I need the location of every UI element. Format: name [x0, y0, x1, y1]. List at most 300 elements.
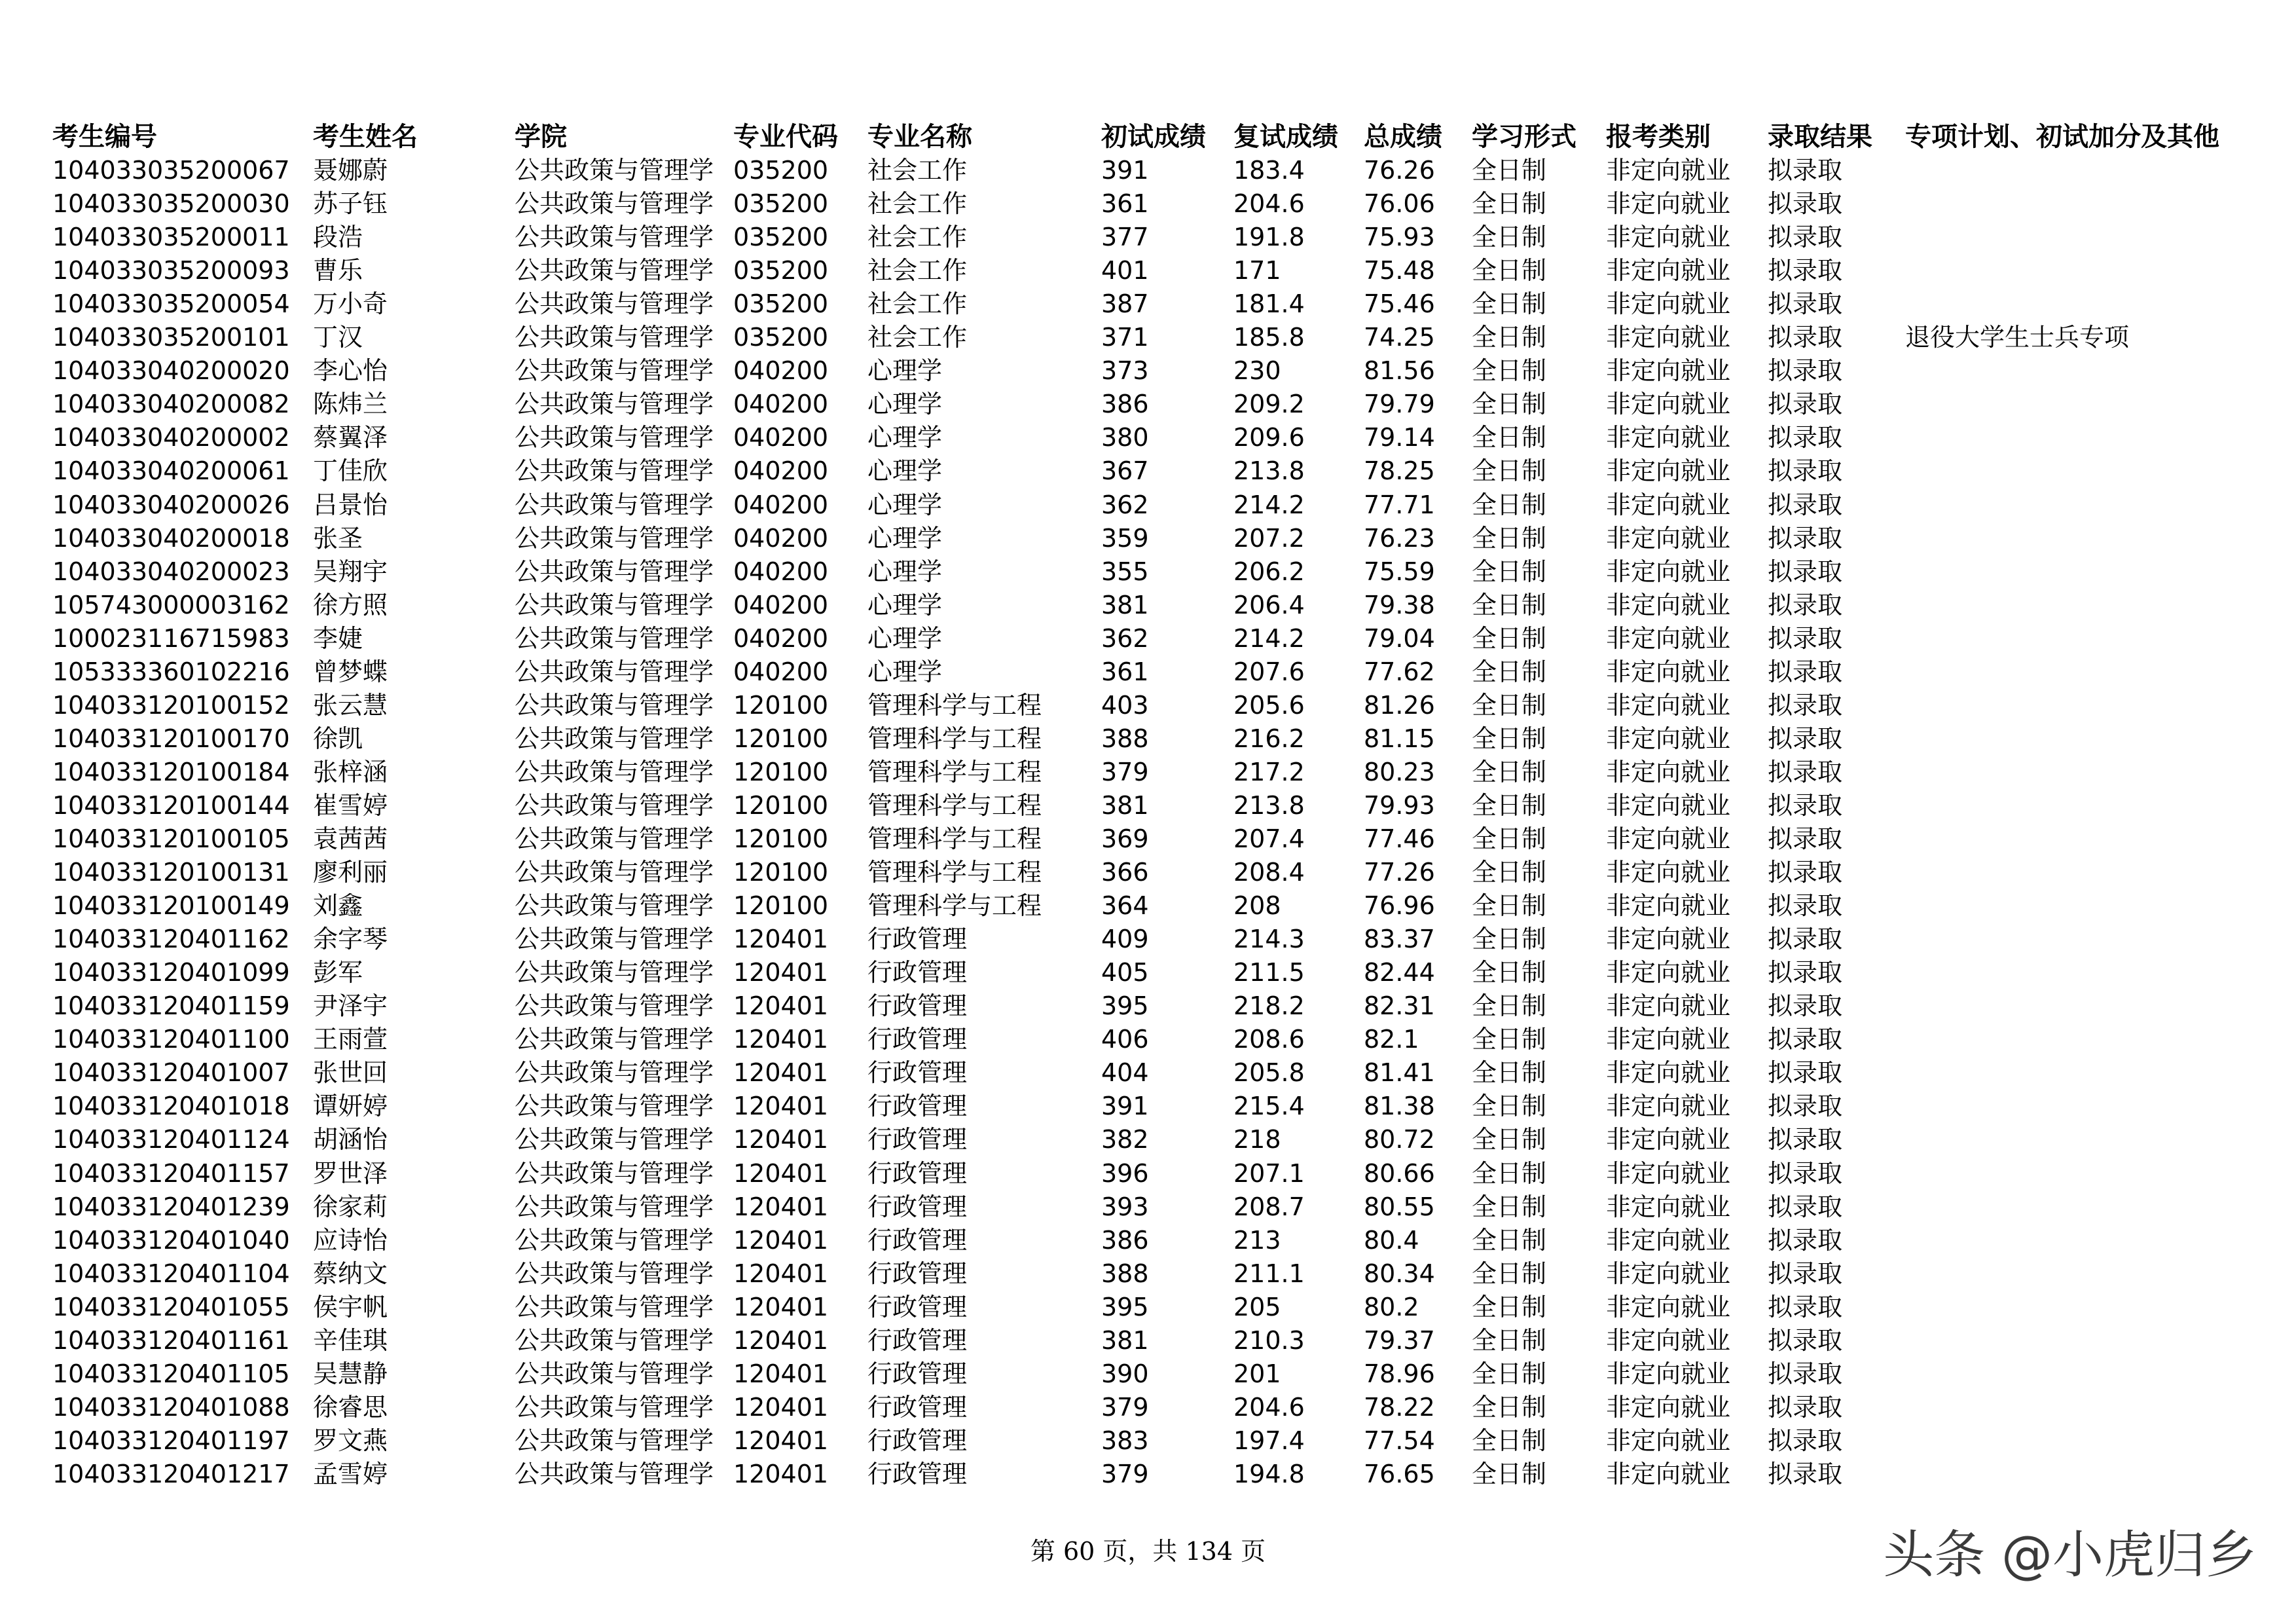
cell-college: 公共政策与管理学 [515, 1192, 714, 1221]
cell-major-name: 社会工作 [867, 289, 968, 318]
cell-candidate-id: 100023116715983 [52, 624, 290, 653]
table-row [0, 689, 2296, 722]
cell-study-mode: 全日制 [1472, 289, 1547, 318]
cell-candidate-id: 104033120401104 [52, 1259, 290, 1288]
table-row [0, 1357, 2296, 1391]
cell-retest-score: 201 [1233, 1359, 1281, 1388]
cell-candidate-name: 孟雪婷 [313, 1460, 388, 1488]
cell-study-mode: 全日制 [1472, 1125, 1547, 1154]
cell-total-score: 75.93 [1364, 223, 1435, 251]
cell-candidate-name: 侯宇帆 [313, 1293, 388, 1321]
cell-major-code: 120401 [733, 1460, 829, 1488]
watermark: 头条 @小虎归乡 [1883, 1526, 2257, 1585]
cell-retest-score: 185.8 [1233, 323, 1305, 352]
cell-retest-score: 207.1 [1233, 1159, 1305, 1188]
cell-prelim-score: 355 [1101, 557, 1149, 586]
cell-total-score: 80.4 [1364, 1226, 1419, 1255]
cell-retest-score: 213 [1233, 1226, 1281, 1255]
cell-prelim-score: 362 [1101, 490, 1149, 519]
cell-retest-score: 208.7 [1233, 1192, 1305, 1221]
header-study-mode: 学习形式 [1472, 122, 1576, 152]
cell-admission-result: 拟录取 [1768, 456, 1843, 485]
cell-retest-score: 207.6 [1233, 657, 1305, 686]
cell-study-mode: 全日制 [1472, 1058, 1547, 1087]
cell-application-type: 非定向就业 [1606, 1125, 1731, 1154]
cell-candidate-id: 104033120401105 [52, 1359, 290, 1388]
cell-college: 公共政策与管理学 [515, 323, 714, 352]
cell-study-mode: 全日制 [1472, 1226, 1547, 1255]
cell-total-score: 78.25 [1364, 456, 1435, 485]
cell-major-name: 心理学 [867, 390, 943, 418]
cell-candidate-name: 胡涵怡 [313, 1125, 388, 1154]
cell-major-name: 心理学 [867, 591, 943, 619]
cell-retest-score: 209.2 [1233, 390, 1305, 418]
cell-prelim-score: 367 [1101, 456, 1149, 485]
cell-candidate-id: 104033120401018 [52, 1092, 290, 1120]
cell-major-name: 管理科学与工程 [867, 891, 1042, 920]
cell-candidate-name: 余字琴 [313, 925, 388, 953]
cell-candidate-id: 104033120401007 [52, 1058, 290, 1087]
cell-candidate-name: 徐家莉 [313, 1192, 388, 1221]
cell-study-mode: 全日制 [1472, 1192, 1547, 1221]
cell-total-score: 83.37 [1364, 925, 1435, 953]
cell-college: 公共政策与管理学 [515, 591, 714, 619]
cell-application-type: 非定向就业 [1606, 758, 1731, 786]
cell-admission-result: 拟录取 [1768, 289, 1843, 318]
cell-total-score: 79.14 [1364, 423, 1435, 452]
cell-candidate-id: 104033040200026 [52, 490, 290, 519]
table-row [0, 254, 2296, 287]
cell-candidate-name: 徐睿思 [313, 1393, 388, 1422]
cell-candidate-id: 105333360102216 [52, 657, 290, 686]
cell-admission-result: 拟录取 [1768, 691, 1843, 720]
cell-college: 公共政策与管理学 [515, 958, 714, 987]
cell-retest-score: 207.2 [1233, 524, 1305, 553]
cell-college: 公共政策与管理学 [515, 1393, 714, 1422]
table-row [0, 1157, 2296, 1190]
cell-candidate-name: 廖利丽 [313, 858, 388, 887]
cell-total-score: 81.26 [1364, 691, 1435, 720]
cell-candidate-name: 吕景怡 [313, 490, 388, 519]
cell-major-code: 035200 [733, 256, 829, 285]
cell-college: 公共政策与管理学 [515, 456, 714, 485]
cell-prelim-score: 395 [1101, 991, 1149, 1020]
cell-retest-score: 214.2 [1233, 624, 1305, 653]
cell-admission-result: 拟录取 [1768, 1460, 1843, 1488]
cell-college: 公共政策与管理学 [515, 256, 714, 285]
cell-prelim-score: 393 [1101, 1192, 1149, 1221]
cell-prelim-score: 386 [1101, 1226, 1149, 1255]
cell-total-score: 82.44 [1364, 958, 1435, 987]
cell-application-type: 非定向就业 [1606, 1293, 1731, 1321]
cell-major-code: 040200 [733, 390, 829, 418]
cell-retest-score: 215.4 [1233, 1092, 1305, 1120]
cell-study-mode: 全日制 [1472, 1092, 1547, 1120]
cell-college: 公共政策与管理学 [515, 1426, 714, 1455]
cell-candidate-name: 丁汉 [313, 323, 363, 352]
cell-application-type: 非定向就业 [1606, 490, 1731, 519]
header-application-type: 报考类别 [1606, 122, 1711, 152]
cell-total-score: 77.62 [1364, 657, 1435, 686]
cell-study-mode: 全日制 [1472, 858, 1547, 887]
cell-application-type: 非定向就业 [1606, 223, 1731, 251]
cell-total-score: 80.2 [1364, 1293, 1419, 1321]
cell-study-mode: 全日制 [1472, 1359, 1547, 1388]
cell-candidate-id: 104033120401055 [52, 1293, 290, 1321]
cell-candidate-name: 王雨萱 [313, 1025, 388, 1054]
cell-admission-result: 拟录取 [1768, 724, 1843, 753]
cell-total-score: 77.26 [1364, 858, 1435, 887]
table-row [0, 822, 2296, 856]
cell-candidate-name: 彭军 [313, 958, 363, 987]
cell-candidate-id: 104033035200030 [52, 189, 290, 218]
cell-college: 公共政策与管理学 [515, 824, 714, 853]
cell-total-score: 79.04 [1364, 624, 1435, 653]
cell-study-mode: 全日制 [1472, 991, 1547, 1020]
cell-major-name: 行政管理 [867, 1359, 968, 1388]
cell-major-code: 120401 [733, 1426, 829, 1455]
cell-candidate-name: 陈炜兰 [313, 390, 388, 418]
cell-prelim-score: 371 [1101, 323, 1149, 352]
cell-major-name: 行政管理 [867, 925, 968, 953]
cell-retest-score: 207.4 [1233, 824, 1305, 853]
cell-prelim-score: 379 [1101, 1460, 1149, 1488]
cell-admission-result: 拟录取 [1768, 958, 1843, 987]
header-candidate-id: 考生编号 [52, 122, 157, 152]
cell-candidate-id: 104033040200082 [52, 390, 290, 418]
cell-candidate-name: 吴慧静 [313, 1359, 388, 1388]
cell-total-score: 78.96 [1364, 1359, 1435, 1388]
cell-study-mode: 全日制 [1472, 490, 1547, 519]
cell-major-name: 心理学 [867, 524, 943, 553]
table-row [0, 1424, 2296, 1458]
cell-prelim-score: 388 [1101, 1259, 1149, 1288]
cell-major-code: 120401 [733, 1393, 829, 1422]
cell-study-mode: 全日制 [1472, 657, 1547, 686]
cell-candidate-id: 104033035200011 [52, 223, 290, 251]
cell-candidate-id: 104033120401217 [52, 1460, 290, 1488]
cell-retest-score: 214.3 [1233, 925, 1305, 953]
cell-major-code: 120401 [733, 1192, 829, 1221]
table-row [0, 154, 2296, 187]
cell-major-name: 行政管理 [867, 991, 968, 1020]
table-row [0, 923, 2296, 956]
cell-prelim-score: 366 [1101, 858, 1149, 887]
cell-application-type: 非定向就业 [1606, 557, 1731, 586]
cell-admission-result: 拟录取 [1768, 824, 1843, 853]
cell-application-type: 非定向就业 [1606, 356, 1731, 385]
cell-total-score: 82.1 [1364, 1025, 1419, 1054]
cell-college: 公共政策与管理学 [515, 390, 714, 418]
cell-candidate-name: 罗世泽 [313, 1159, 388, 1188]
cell-major-code: 120100 [733, 891, 829, 920]
cell-study-mode: 全日制 [1472, 891, 1547, 920]
cell-major-name: 社会工作 [867, 189, 968, 218]
cell-major-name: 管理科学与工程 [867, 791, 1042, 820]
table-row [0, 622, 2296, 655]
cell-application-type: 非定向就业 [1606, 891, 1731, 920]
cell-candidate-name: 辛佳琪 [313, 1326, 388, 1355]
cell-major-name: 行政管理 [867, 1125, 968, 1154]
cell-retest-score: 181.4 [1233, 289, 1305, 318]
cell-candidate-name: 李心怡 [313, 356, 388, 385]
cell-major-name: 心理学 [867, 624, 943, 653]
cell-retest-score: 213.8 [1233, 791, 1305, 820]
cell-admission-result: 拟录取 [1768, 156, 1843, 185]
cell-retest-score: 194.8 [1233, 1460, 1305, 1488]
cell-major-name: 行政管理 [867, 1025, 968, 1054]
cell-admission-result: 拟录取 [1768, 1058, 1843, 1087]
cell-application-type: 非定向就业 [1606, 791, 1731, 820]
cell-prelim-score: 387 [1101, 289, 1149, 318]
table-row [0, 722, 2296, 756]
cell-candidate-name: 吴翔宇 [313, 557, 388, 586]
cell-total-score: 77.54 [1364, 1426, 1435, 1455]
cell-candidate-id: 104033035200093 [52, 256, 290, 285]
cell-study-mode: 全日制 [1472, 791, 1547, 820]
table-row [0, 1324, 2296, 1357]
cell-application-type: 非定向就业 [1606, 1426, 1731, 1455]
cell-admission-result: 拟录取 [1768, 490, 1843, 519]
cell-college: 公共政策与管理学 [515, 1326, 714, 1355]
table-row [0, 221, 2296, 254]
cell-major-code: 040200 [733, 524, 829, 553]
cell-major-code: 040200 [733, 490, 829, 519]
cell-candidate-name: 张云慧 [313, 691, 388, 720]
page-number: 第 60 页，共 134 页 [1030, 1537, 1266, 1566]
cell-major-code: 040200 [733, 356, 829, 385]
cell-retest-score: 208.6 [1233, 1025, 1305, 1054]
cell-total-score: 81.56 [1364, 356, 1435, 385]
cell-major-code: 120401 [733, 925, 829, 953]
cell-candidate-id: 104033120401157 [52, 1159, 290, 1188]
cell-admission-result: 拟录取 [1768, 256, 1843, 285]
cell-admission-result: 拟录取 [1768, 657, 1843, 686]
cell-candidate-name: 苏子钰 [313, 189, 388, 218]
cell-application-type: 非定向就业 [1606, 1393, 1731, 1422]
cell-total-score: 76.06 [1364, 189, 1435, 218]
cell-major-name: 社会工作 [867, 323, 968, 352]
cell-major-code: 120401 [733, 991, 829, 1020]
cell-candidate-name: 李婕 [313, 624, 363, 653]
table-row [0, 756, 2296, 789]
cell-prelim-score: 405 [1101, 958, 1149, 987]
cell-study-mode: 全日制 [1472, 624, 1547, 653]
cell-prelim-score: 386 [1101, 390, 1149, 418]
cell-candidate-name: 应诗怡 [313, 1226, 388, 1255]
cell-prelim-score: 391 [1101, 156, 1149, 185]
table-row [0, 1190, 2296, 1224]
cell-admission-result: 拟录取 [1768, 1226, 1843, 1255]
cell-total-score: 82.31 [1364, 991, 1435, 1020]
cell-major-name: 社会工作 [867, 256, 968, 285]
cell-major-name: 社会工作 [867, 223, 968, 251]
table-row [0, 287, 2296, 321]
cell-major-name: 管理科学与工程 [867, 691, 1042, 720]
cell-major-code: 120100 [733, 791, 829, 820]
cell-major-name: 管理科学与工程 [867, 758, 1042, 786]
cell-candidate-id: 104033040200018 [52, 524, 290, 553]
cell-prelim-score: 382 [1101, 1125, 1149, 1154]
cell-study-mode: 全日制 [1472, 1025, 1547, 1054]
header-special-plan: 专项计划、初试加分及其他 [1905, 122, 2219, 152]
cell-prelim-score: 401 [1101, 256, 1149, 285]
cell-retest-score: 210.3 [1233, 1326, 1305, 1355]
cell-major-code: 120100 [733, 858, 829, 887]
header-total-score: 总成绩 [1364, 122, 1442, 152]
cell-major-code: 120401 [733, 1359, 829, 1388]
cell-admission-result: 拟录取 [1768, 991, 1843, 1020]
table-row [0, 856, 2296, 889]
cell-application-type: 非定向就业 [1606, 456, 1731, 485]
cell-candidate-name: 罗文燕 [313, 1426, 388, 1455]
cell-total-score: 74.25 [1364, 323, 1435, 352]
cell-major-code: 120401 [733, 1125, 829, 1154]
cell-admission-result: 拟录取 [1768, 223, 1843, 251]
cell-candidate-id: 104033120100184 [52, 758, 290, 786]
cell-prelim-score: 404 [1101, 1058, 1149, 1087]
cell-college: 公共政策与管理学 [515, 691, 714, 720]
cell-candidate-id: 104033120401100 [52, 1025, 290, 1054]
cell-admission-result: 拟录取 [1768, 858, 1843, 887]
cell-college: 公共政策与管理学 [515, 891, 714, 920]
cell-application-type: 非定向就业 [1606, 1159, 1731, 1188]
cell-application-type: 非定向就业 [1606, 958, 1731, 987]
cell-candidate-id: 104033040200023 [52, 557, 290, 586]
cell-retest-score: 214.2 [1233, 490, 1305, 519]
cell-application-type: 非定向就业 [1606, 691, 1731, 720]
cell-prelim-score: 362 [1101, 624, 1149, 653]
cell-major-code: 040200 [733, 657, 829, 686]
cell-total-score: 80.66 [1364, 1159, 1435, 1188]
cell-major-code: 120401 [733, 1226, 829, 1255]
cell-total-score: 80.72 [1364, 1125, 1435, 1154]
header-major-code: 专业代码 [733, 122, 838, 152]
cell-prelim-score: 409 [1101, 925, 1149, 953]
cell-application-type: 非定向就业 [1606, 1092, 1731, 1120]
cell-application-type: 非定向就业 [1606, 824, 1731, 853]
cell-prelim-score: 380 [1101, 423, 1149, 452]
cell-candidate-name: 张世回 [313, 1058, 388, 1087]
cell-prelim-score: 381 [1101, 1326, 1149, 1355]
cell-application-type: 非定向就业 [1606, 724, 1731, 753]
cell-total-score: 75.59 [1364, 557, 1435, 586]
cell-prelim-score: 379 [1101, 1393, 1149, 1422]
cell-total-score: 76.96 [1364, 891, 1435, 920]
table-row [0, 522, 2296, 555]
cell-major-name: 心理学 [867, 490, 943, 519]
cell-study-mode: 全日制 [1472, 1293, 1547, 1321]
cell-college: 公共政策与管理学 [515, 524, 714, 553]
cell-retest-score: 213.8 [1233, 456, 1305, 485]
cell-retest-score: 204.6 [1233, 1393, 1305, 1422]
cell-total-score: 79.79 [1364, 390, 1435, 418]
table-row [0, 555, 2296, 589]
cell-total-score: 79.93 [1364, 791, 1435, 820]
cell-prelim-score: 388 [1101, 724, 1149, 753]
cell-admission-result: 拟录取 [1768, 591, 1843, 619]
cell-admission-result: 拟录取 [1768, 791, 1843, 820]
cell-major-name: 心理学 [867, 456, 943, 485]
cell-major-code: 035200 [733, 156, 829, 185]
cell-candidate-id: 104033120401040 [52, 1226, 290, 1255]
table-row [0, 889, 2296, 923]
cell-application-type: 非定向就业 [1606, 1326, 1731, 1355]
cell-major-code: 040200 [733, 423, 829, 452]
cell-study-mode: 全日制 [1472, 156, 1547, 185]
cell-retest-score: 211.5 [1233, 958, 1305, 987]
cell-application-type: 非定向就业 [1606, 1058, 1731, 1087]
cell-prelim-score: 403 [1101, 691, 1149, 720]
cell-retest-score: 205.6 [1233, 691, 1305, 720]
cell-candidate-id: 104033120401088 [52, 1393, 290, 1422]
cell-study-mode: 全日制 [1472, 256, 1547, 285]
cell-retest-score: 206.2 [1233, 557, 1305, 586]
cell-major-name: 行政管理 [867, 1058, 968, 1087]
cell-study-mode: 全日制 [1472, 456, 1547, 485]
cell-application-type: 非定向就业 [1606, 390, 1731, 418]
cell-retest-score: 204.6 [1233, 189, 1305, 218]
cell-application-type: 非定向就业 [1606, 858, 1731, 887]
cell-application-type: 非定向就业 [1606, 289, 1731, 318]
table-header-row [0, 120, 2296, 154]
cell-candidate-name: 丁佳欣 [313, 456, 388, 485]
cell-college: 公共政策与管理学 [515, 925, 714, 953]
cell-candidate-id: 104033120100105 [52, 824, 290, 853]
header-admission-result: 录取结果 [1768, 122, 1872, 152]
table-row [0, 388, 2296, 421]
cell-candidate-name: 尹泽宇 [313, 991, 388, 1020]
cell-study-mode: 全日制 [1472, 958, 1547, 987]
cell-candidate-id: 104033120100144 [52, 791, 290, 820]
cell-application-type: 非定向就业 [1606, 423, 1731, 452]
cell-major-name: 行政管理 [867, 958, 968, 987]
cell-college: 公共政策与管理学 [515, 1125, 714, 1154]
cell-major-code: 120401 [733, 1092, 829, 1120]
table-row [0, 1458, 2296, 1491]
cell-college: 公共政策与管理学 [515, 1226, 714, 1255]
cell-college: 公共政策与管理学 [515, 1058, 714, 1087]
cell-prelim-score: 359 [1101, 524, 1149, 553]
cell-retest-score: 209.6 [1233, 423, 1305, 452]
cell-major-name: 行政管理 [867, 1393, 968, 1422]
cell-college: 公共政策与管理学 [515, 858, 714, 887]
cell-major-name: 行政管理 [867, 1426, 968, 1455]
cell-study-mode: 全日制 [1472, 557, 1547, 586]
cell-prelim-score: 396 [1101, 1159, 1149, 1188]
table-row [0, 321, 2296, 354]
cell-retest-score: 205.8 [1233, 1058, 1305, 1087]
cell-college: 公共政策与管理学 [515, 724, 714, 753]
cell-college: 公共政策与管理学 [515, 791, 714, 820]
cell-application-type: 非定向就业 [1606, 624, 1731, 653]
cell-application-type: 非定向就业 [1606, 1460, 1731, 1488]
cell-candidate-name: 刘鑫 [313, 891, 363, 920]
cell-candidate-id: 104033120100149 [52, 891, 290, 920]
cell-study-mode: 全日制 [1472, 1159, 1547, 1188]
cell-candidate-id: 104033035200067 [52, 156, 290, 185]
cell-application-type: 非定向就业 [1606, 189, 1731, 218]
cell-candidate-name: 万小奇 [313, 289, 388, 318]
cell-admission-result: 拟录取 [1768, 557, 1843, 586]
cell-candidate-id: 104033040200020 [52, 356, 290, 385]
cell-retest-score: 205 [1233, 1293, 1281, 1321]
cell-study-mode: 全日制 [1472, 524, 1547, 553]
cell-major-name: 行政管理 [867, 1226, 968, 1255]
cell-major-name: 行政管理 [867, 1259, 968, 1288]
cell-admission-result: 拟录取 [1768, 1259, 1843, 1288]
table-row [0, 1090, 2296, 1123]
